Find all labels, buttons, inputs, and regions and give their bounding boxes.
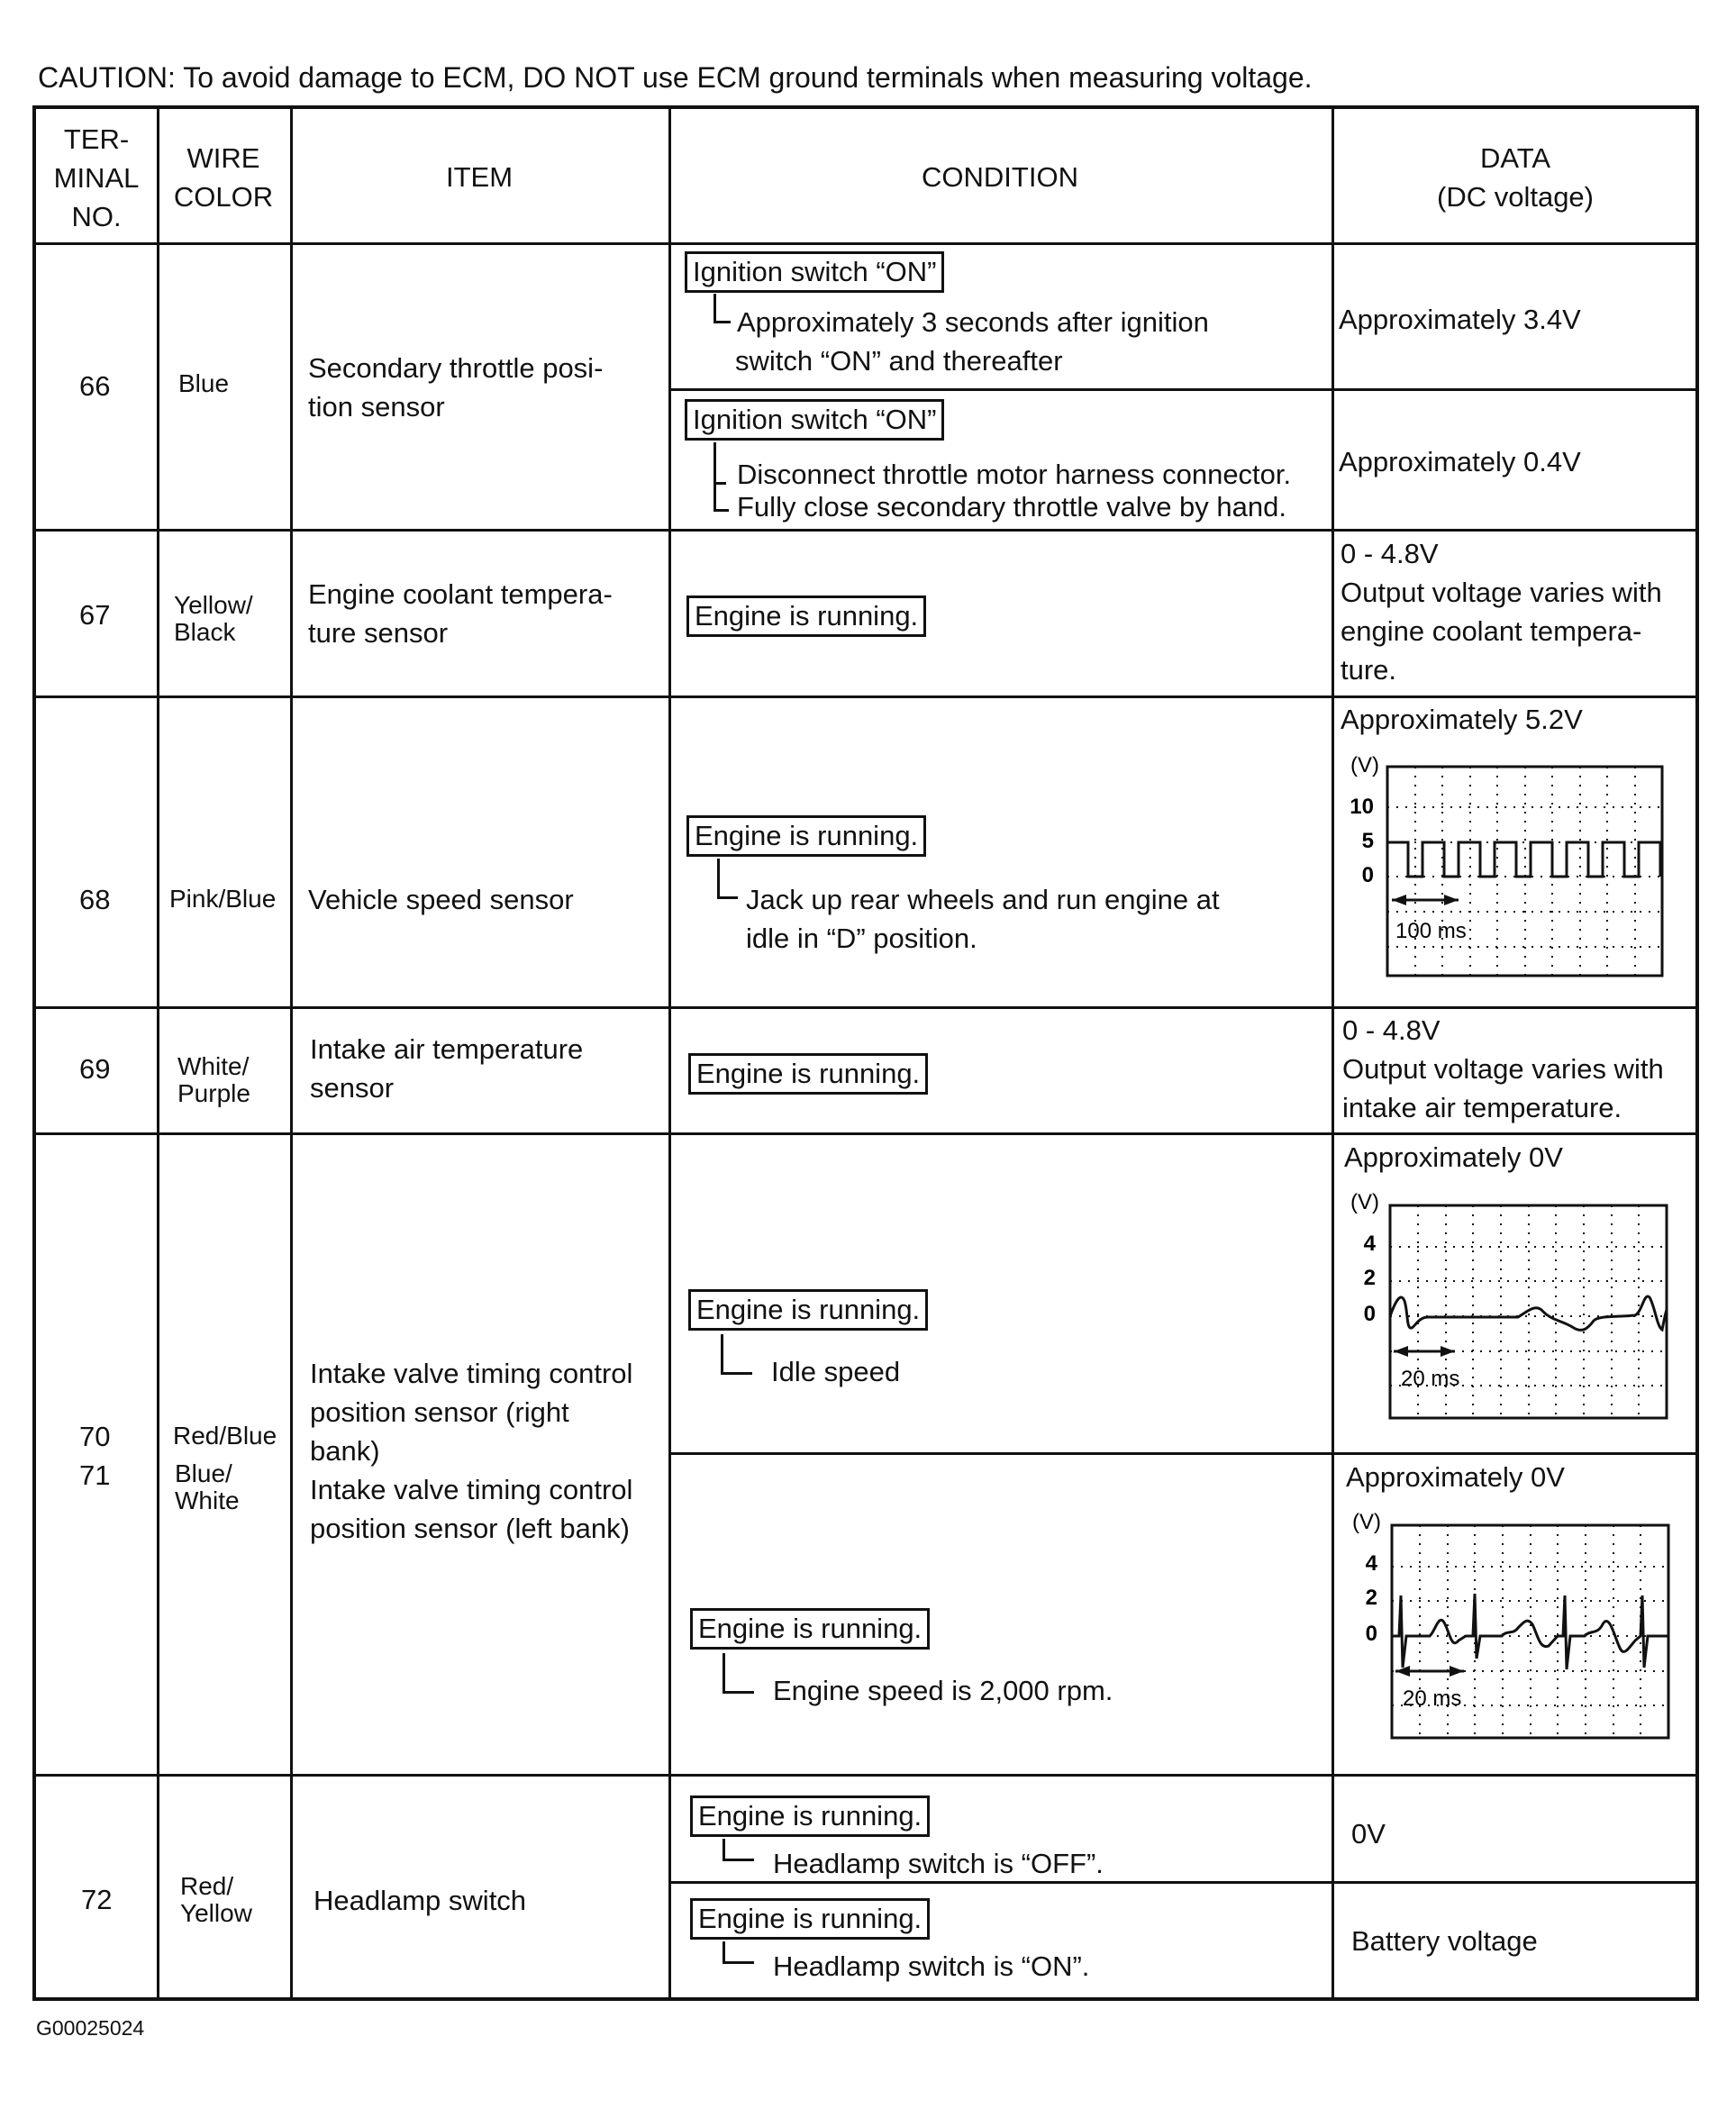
col-divider-2 bbox=[290, 109, 293, 2001]
scope70a-y4: 4 bbox=[1363, 1232, 1376, 1256]
scope68-unit: (V) bbox=[1350, 753, 1379, 777]
cond-72a-box bbox=[690, 1795, 930, 1837]
col-divider-3 bbox=[668, 109, 671, 2001]
data-67-line3: engine coolant tempera- bbox=[1341, 615, 1642, 647]
item-67 bbox=[308, 575, 659, 652]
terminal-70-71 bbox=[79, 1417, 110, 1495]
item-72: Headlamp switch bbox=[314, 1885, 527, 1916]
header-terminal bbox=[36, 120, 157, 236]
data-69 bbox=[1342, 1011, 1699, 1127]
bracket-72a bbox=[723, 1839, 754, 1861]
wire-69-line1: White/ bbox=[177, 1052, 250, 1080]
col-divider-4 bbox=[1332, 109, 1334, 2001]
wire-67-line2: Black bbox=[174, 618, 236, 646]
header-divider bbox=[36, 242, 1699, 245]
header-terminal-line2: MINAL bbox=[53, 162, 140, 194]
wire-72 bbox=[180, 1873, 252, 1927]
data-66a: Approximately 3.4V bbox=[1339, 304, 1581, 335]
data-67-line4: ture. bbox=[1341, 654, 1397, 686]
bracket-66b-bottom bbox=[713, 482, 729, 512]
item-66-line1: Secondary throttle posi- bbox=[308, 352, 604, 384]
row70-split bbox=[668, 1452, 1699, 1455]
data-70b: Approximately 0V bbox=[1346, 1461, 1565, 1493]
cond-72b-box-label: Engine is running. bbox=[690, 1898, 930, 1940]
item-68: Vehicle speed sensor bbox=[308, 884, 574, 915]
figure-code: G00025024 bbox=[36, 2016, 145, 2040]
cond-66a-line2: switch “ON” and thereafter bbox=[735, 345, 1063, 377]
scope70b-y2: 2 bbox=[1365, 1586, 1377, 1610]
cond-66a-line1: Approximately 3 seconds after ignition bbox=[737, 306, 1209, 338]
cond-72b-box bbox=[690, 1898, 930, 1940]
wire-71-line2: White bbox=[175, 1486, 240, 1514]
item-69 bbox=[310, 1030, 661, 1107]
terminal-66: 66 bbox=[79, 370, 111, 402]
ivtc-idle-waveform-scope bbox=[1347, 1186, 1689, 1429]
scope70a-unit: (V) bbox=[1350, 1190, 1379, 1214]
col-divider-1 bbox=[157, 109, 159, 2001]
item-66-line2: tion sensor bbox=[308, 391, 445, 423]
item-70-line1: Intake valve timing control bbox=[310, 1358, 633, 1389]
row-divider-69 bbox=[36, 1006, 1699, 1009]
data-70a: Approximately 0V bbox=[1344, 1141, 1563, 1173]
cond-70b-line1: Engine speed is 2,000 rpm. bbox=[773, 1675, 1113, 1706]
cond-72b-line1: Headlamp switch is “ON”. bbox=[773, 1950, 1090, 1982]
header-item: ITEM bbox=[445, 161, 514, 193]
cond-66a-box bbox=[685, 251, 944, 293]
wire-67-line1: Yellow/ bbox=[174, 591, 253, 619]
ivtc-2000rpm-waveform-scope bbox=[1349, 1505, 1691, 1749]
cond-66b-line2: Fully close secondary throttle valve by hand. bbox=[737, 491, 1286, 523]
wire-71-line1: Blue/ bbox=[175, 1459, 232, 1487]
terminal-69: 69 bbox=[79, 1053, 111, 1085]
cond-66a-box-label: Ignition switch “ON” bbox=[685, 251, 944, 293]
wire-72-line1: Red/ bbox=[180, 1872, 234, 1900]
wire-68: Pink/Blue bbox=[169, 885, 277, 913]
header-data-line1: DATA bbox=[1479, 142, 1551, 174]
header-terminal-line3: NO. bbox=[71, 201, 122, 232]
item-71-line2: position sensor (left bank) bbox=[310, 1513, 630, 1544]
cond-70b-box bbox=[690, 1608, 930, 1650]
scope70a-y0: 0 bbox=[1363, 1302, 1376, 1326]
data-68: Approximately 5.2V bbox=[1341, 704, 1583, 735]
header-condition: CONDITION bbox=[922, 161, 1078, 193]
item-66 bbox=[308, 349, 659, 426]
scope70b-y0: 0 bbox=[1365, 1622, 1377, 1646]
row-divider-68 bbox=[36, 695, 1699, 698]
header-data bbox=[1332, 139, 1699, 216]
scope70a-y2: 2 bbox=[1363, 1266, 1376, 1290]
item-69-line1: Intake air temperature bbox=[310, 1033, 584, 1065]
scope68-y10: 10 bbox=[1350, 795, 1374, 819]
wire-72-line2: Yellow bbox=[180, 1899, 252, 1927]
row-divider-67 bbox=[36, 529, 1699, 532]
cond-66b-box bbox=[685, 399, 944, 441]
terminal-68: 68 bbox=[79, 884, 111, 915]
scope68-y0: 0 bbox=[1361, 863, 1374, 887]
cond-67-box-label: Engine is running. bbox=[686, 595, 926, 637]
caution-note: CAUTION: To avoid damage to ECM, DO NOT use ECM ground terminals when measuring voltage. bbox=[38, 61, 1313, 94]
cond-72a-box-label: Engine is running. bbox=[690, 1795, 930, 1837]
bracket-70b bbox=[723, 1653, 754, 1694]
cond-66b-box-label: Ignition switch “ON” bbox=[685, 399, 944, 441]
header-data-line2: (DC voltage) bbox=[1437, 181, 1594, 213]
item-70-line3: bank) bbox=[310, 1435, 380, 1467]
item-71-line1: Intake valve timing control bbox=[310, 1474, 633, 1505]
terminal-72: 72 bbox=[81, 1884, 113, 1915]
terminal-70: 70 bbox=[79, 1421, 111, 1452]
cond-72a-line1: Headlamp switch is “OFF”. bbox=[773, 1848, 1104, 1879]
item-67-line2: ture sensor bbox=[308, 617, 449, 649]
row-divider-72 bbox=[36, 1774, 1699, 1777]
data-67-line2: Output voltage varies with bbox=[1341, 577, 1662, 608]
cond-70b-box-label: Engine is running. bbox=[690, 1608, 930, 1650]
data-72b: Battery voltage bbox=[1351, 1925, 1538, 1957]
scope70b-unit: (V) bbox=[1352, 1510, 1381, 1534]
cond-69-box bbox=[688, 1053, 928, 1095]
scope70a-time: 20 ms bbox=[1401, 1367, 1460, 1391]
data-72a: 0V bbox=[1351, 1818, 1386, 1850]
scope68-y5: 5 bbox=[1361, 829, 1374, 853]
wire-66: Blue bbox=[178, 369, 230, 397]
header-wire-line1: WIRE bbox=[186, 142, 260, 174]
bracket-66b-top bbox=[713, 442, 729, 482]
vss-waveform-scope bbox=[1347, 749, 1689, 992]
row-divider-70 bbox=[36, 1132, 1699, 1135]
item-67-line1: Engine coolant tempera- bbox=[308, 578, 613, 610]
ecm-terminal-table bbox=[32, 105, 1699, 2001]
cond-70a-line1: Idle speed bbox=[771, 1356, 901, 1387]
item-69-line2: sensor bbox=[310, 1072, 395, 1104]
bracket-70a bbox=[721, 1334, 752, 1375]
cond-68-line2: idle in “D” position. bbox=[746, 923, 977, 954]
scope70b-time: 20 ms bbox=[1403, 1686, 1462, 1711]
data-69-line1: 0 - 4.8V bbox=[1342, 1014, 1441, 1046]
header-wire-line2: COLOR bbox=[173, 181, 274, 213]
header-terminal-line1: TER- bbox=[63, 123, 130, 155]
bracket-66a bbox=[713, 294, 731, 323]
wire-71 bbox=[175, 1460, 240, 1514]
terminal-71: 71 bbox=[79, 1459, 111, 1491]
cond-66b-line1: Disconnect throttle motor harness connector. bbox=[737, 459, 1292, 490]
cond-68-box bbox=[686, 815, 926, 857]
wire-69 bbox=[177, 1053, 250, 1107]
bracket-68 bbox=[717, 859, 738, 899]
terminal-67: 67 bbox=[79, 599, 111, 631]
bracket-72b bbox=[723, 1941, 754, 1964]
wire-69-line2: Purple bbox=[177, 1079, 250, 1107]
cond-70a-box bbox=[688, 1289, 928, 1331]
scope70b-y4: 4 bbox=[1365, 1551, 1377, 1576]
data-66b: Approximately 0.4V bbox=[1339, 446, 1581, 477]
header-wire-color bbox=[157, 139, 290, 216]
cond-67-box bbox=[686, 595, 926, 637]
item-70-line2: position sensor (right bbox=[310, 1396, 569, 1428]
wire-67 bbox=[174, 592, 253, 646]
row66-split bbox=[668, 388, 1699, 391]
cond-68-box-label: Engine is running. bbox=[686, 815, 926, 857]
wire-70: Red/Blue bbox=[173, 1422, 277, 1450]
data-67 bbox=[1341, 534, 1697, 689]
data-67-line1: 0 - 4.8V bbox=[1341, 538, 1439, 569]
scope68-time: 100 ms bbox=[1395, 919, 1467, 943]
cond-69-box-label: Engine is running. bbox=[688, 1053, 928, 1095]
cond-70a-box-label: Engine is running. bbox=[688, 1289, 928, 1331]
item-70-71 bbox=[310, 1354, 667, 1548]
data-69-line3: intake air temperature. bbox=[1342, 1092, 1622, 1123]
data-69-line2: Output voltage varies with bbox=[1342, 1053, 1664, 1085]
cond-68-line1: Jack up rear wheels and run engine at bbox=[746, 884, 1220, 915]
